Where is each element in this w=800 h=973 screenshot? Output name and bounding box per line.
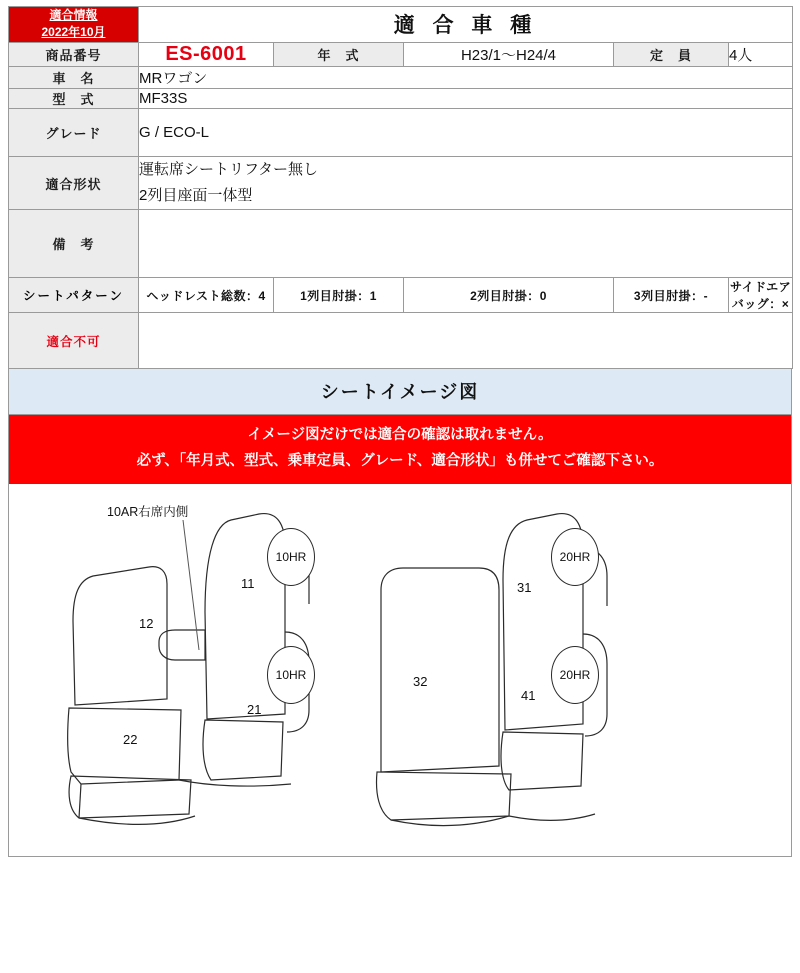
value-product-code: ES-6001 xyxy=(139,42,274,66)
spec-sheet xyxy=(8,6,792,857)
headrest-front-lower: 10HR xyxy=(267,646,315,704)
table-row-grade xyxy=(9,108,793,156)
table-row-note xyxy=(9,210,793,278)
part-label-12: 12 xyxy=(139,616,154,632)
table-row-header xyxy=(9,7,793,43)
part-label-32: 32 xyxy=(413,674,428,690)
page-title: 適 合 車 種 xyxy=(139,7,793,43)
label-note: 備 考 xyxy=(9,210,139,278)
value-not-applicable xyxy=(139,313,793,369)
value-note xyxy=(139,210,793,278)
table-row-pattern xyxy=(9,278,793,313)
table-row-carname xyxy=(9,66,793,88)
pattern-cell-row3-armrest: 3列目肘掛：- xyxy=(614,278,729,313)
table-row-shape xyxy=(9,156,793,210)
label-not-applicable: 適合不可 xyxy=(9,313,139,369)
headrest-front-upper: 10HR xyxy=(267,528,315,586)
pattern-cell-row1-armrest: 1列目肘掛：1 xyxy=(274,278,404,313)
label-grade: グレード xyxy=(9,108,139,156)
label-car-name: 車 名 xyxy=(9,66,139,88)
part-label-21: 21 xyxy=(247,702,262,718)
fitment-info-badge xyxy=(9,7,139,43)
warning-line2: 必ず、「年月式、型式、乗車定員、グレード、適合形状」も併せてご確認下さい。 xyxy=(136,452,664,469)
value-model-code: MF33S xyxy=(139,88,793,108)
table-row-model xyxy=(9,88,793,108)
headrest-rear-lower: 20HR xyxy=(551,646,599,704)
part-label-31: 31 xyxy=(517,580,532,596)
pattern-cell-headrest: ヘッドレスト総数：4 xyxy=(139,278,274,313)
warning-banner xyxy=(8,415,792,484)
part-label-11: 11 xyxy=(241,576,255,592)
value-fit-shape-line2: 2列目座面一体型 xyxy=(139,187,253,205)
spec-table xyxy=(8,6,793,369)
value-grade: G / ECO-L xyxy=(139,108,793,156)
label-product-code: 商品番号 xyxy=(9,42,139,66)
table-row-nofit xyxy=(9,313,793,369)
headrest-rear-upper: 20HR xyxy=(551,528,599,586)
label-capacity: 定 員 xyxy=(614,42,729,66)
value-fit-shape-line1: 運転席シートリフター無し xyxy=(139,160,318,178)
seat-image-section-title: シートイメージ図 xyxy=(8,369,792,415)
part-label-41: 41 xyxy=(521,688,536,704)
pattern-cell-row2-armrest: 2列目肘掛：0 xyxy=(404,278,614,313)
table-row-code xyxy=(9,42,793,66)
label-model-code: 型 式 xyxy=(9,88,139,108)
part-label-22: 22 xyxy=(123,732,138,748)
value-fit-shape xyxy=(139,156,793,210)
seat-diagram xyxy=(8,484,792,857)
label-year: 年 式 xyxy=(274,42,404,66)
callout-10ar-right-inner: 10AR右席内側 xyxy=(107,505,189,520)
label-seat-pattern: シートパターン xyxy=(9,278,139,313)
value-car-name: MRワゴン xyxy=(139,66,793,88)
fitment-info-badge-line2: 2022年10月 xyxy=(41,25,106,40)
value-year: H23/1〜H24/4 xyxy=(404,42,614,66)
warning-line1: イメージ図だけでは適合の確認は取れません。 xyxy=(247,427,553,444)
pattern-cell-side-airbag: サイドエアバッグ：× xyxy=(729,278,793,313)
value-capacity: 4人 xyxy=(729,42,793,66)
label-fit-shape: 適合形状 xyxy=(9,156,139,210)
fitment-info-badge-line1: 適合情報 xyxy=(49,8,98,22)
callout-leader-line xyxy=(9,484,791,856)
